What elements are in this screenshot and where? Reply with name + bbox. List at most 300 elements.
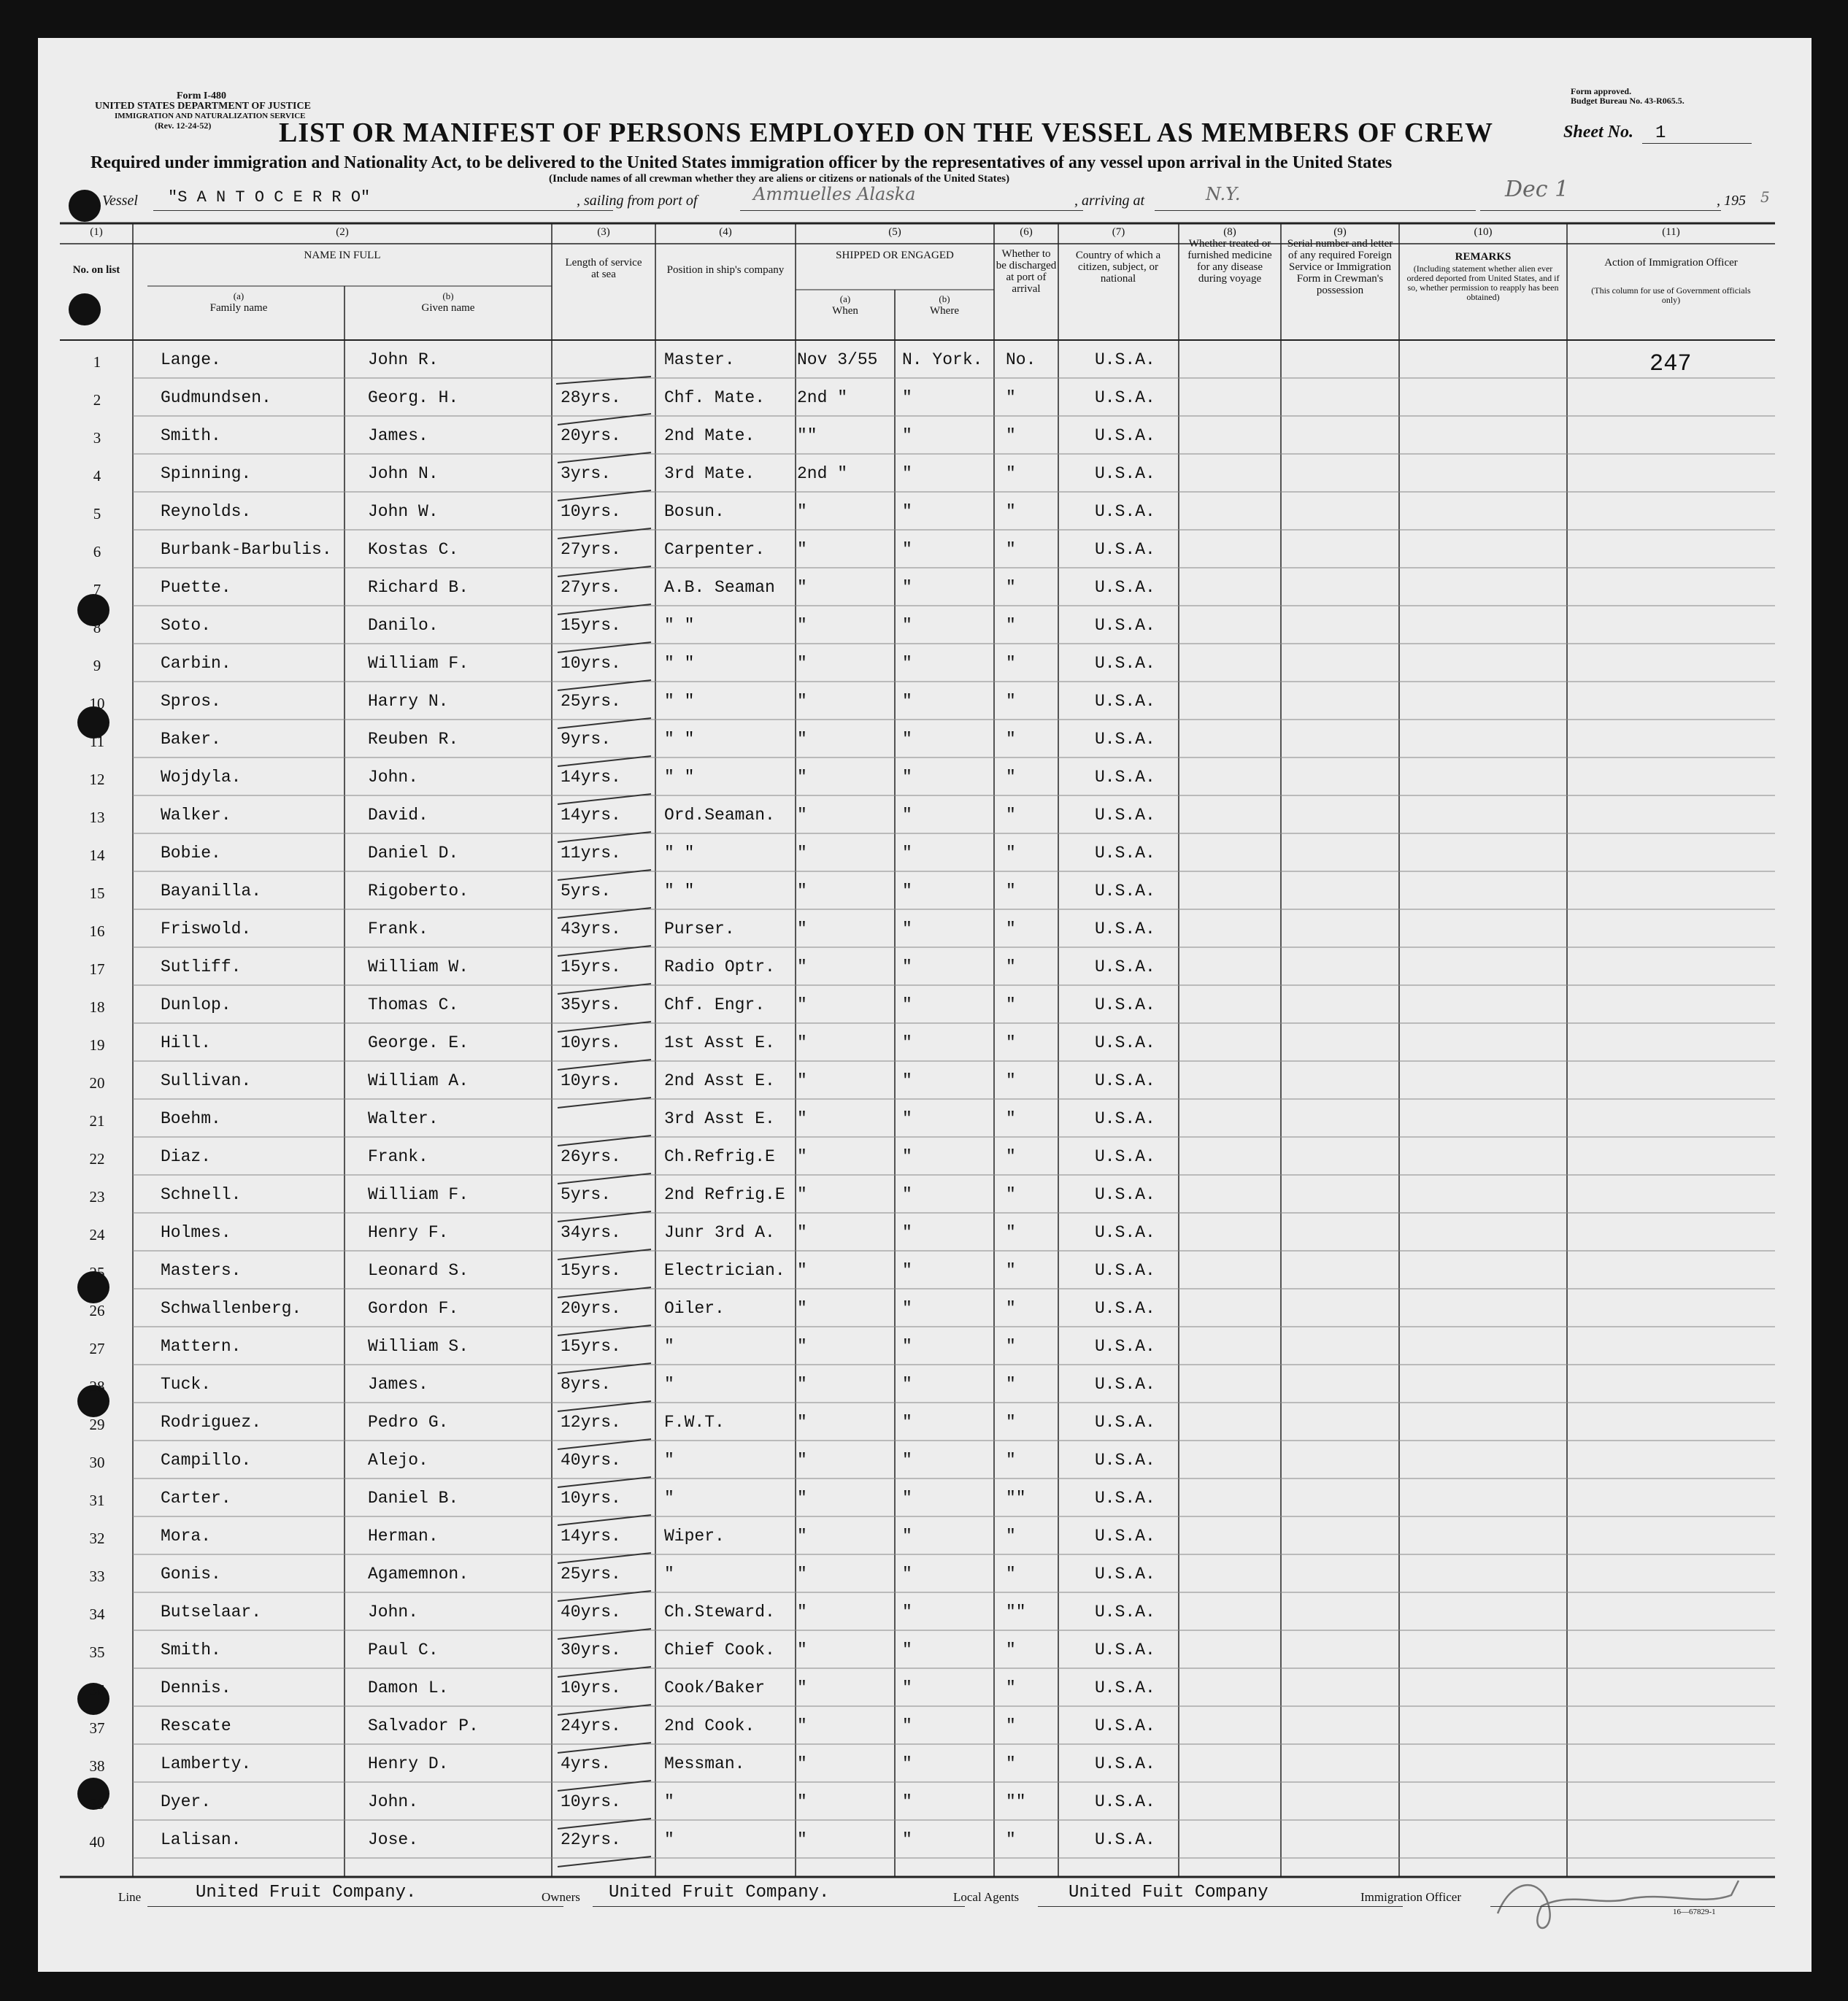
shipped-when-cell: ": [797, 1792, 807, 1811]
col8-header: Whether treated or furnished medicine for any disease during voyage: [1187, 238, 1272, 285]
country-cell: U.S.A.: [1095, 730, 1155, 749]
col8-number: (8): [1223, 226, 1236, 238]
family-name-cell: Dyer.: [161, 1792, 212, 1811]
discharged-cell: ": [1006, 957, 1016, 976]
row-number-cell: 37: [89, 1719, 105, 1737]
row-number-cell: 3: [93, 429, 101, 447]
table-row: [38, 724, 1812, 762]
given-name-cell: Danilo.: [368, 616, 439, 635]
row-number-cell: 33: [89, 1568, 105, 1585]
given-name-cell: Henry D.: [368, 1754, 449, 1773]
given-name-cell: George. E.: [368, 1033, 469, 1052]
service-cell: 10yrs.: [561, 654, 621, 673]
table-row: [38, 572, 1812, 610]
form-code: 16—67829-1: [1673, 1908, 1716, 1916]
shipped-when-cell: ": [797, 502, 807, 521]
position-cell: ": [664, 1565, 674, 1584]
country-cell: U.S.A.: [1095, 1603, 1155, 1622]
shipped-when-cell: 2nd ": [797, 388, 848, 407]
shipped-where-cell: ": [902, 1754, 912, 1773]
shipped-where-cell: ": [902, 1375, 912, 1394]
position-cell: Ch.Steward.: [664, 1603, 775, 1622]
table-row: [38, 1635, 1812, 1673]
vessel-label: Vessel: [102, 193, 138, 209]
discharged-cell: "": [1006, 1603, 1026, 1622]
discharged-cell: ": [1006, 502, 1016, 521]
shipped-when-cell: ": [797, 1071, 807, 1090]
row-number-cell: 12: [89, 771, 105, 788]
service-cell: 10yrs.: [561, 1071, 621, 1090]
shipped-when-cell: ": [797, 1375, 807, 1394]
shipped-when-cell: ": [797, 1109, 807, 1128]
table-row: [38, 952, 1812, 990]
discharged-cell: ": [1006, 844, 1016, 863]
shipped-when-cell: ": [797, 1451, 807, 1470]
shipped-where-cell: ": [902, 1071, 912, 1090]
given-name-cell: David.: [368, 806, 428, 825]
col2b-header: Given name: [421, 302, 475, 314]
table-row: [38, 496, 1812, 534]
table-row: [38, 1673, 1812, 1711]
shipped-where-cell: ": [902, 616, 912, 635]
given-name-cell: John.: [368, 768, 419, 787]
position-cell: ": [664, 1451, 674, 1470]
position-cell: Oiler.: [664, 1299, 725, 1318]
line-value: United Fruit Company.: [196, 1883, 417, 1902]
col9-number: (9): [1333, 226, 1347, 238]
shipped-when-cell: "": [797, 426, 817, 445]
row-number-cell: 26: [89, 1302, 105, 1319]
service-cell: 28yrs.: [561, 388, 621, 407]
position-cell: Chief Cook.: [664, 1640, 775, 1659]
discharged-cell: ": [1006, 1716, 1016, 1735]
table-row: [38, 458, 1812, 496]
agents-label: Local Agents: [953, 1890, 1020, 1904]
discharged-cell: ": [1006, 882, 1016, 901]
shipped-when-cell: ": [797, 1565, 807, 1584]
country-cell: U.S.A.: [1095, 502, 1155, 521]
col1-header: No. on list: [72, 264, 120, 276]
shipped-when-cell: ": [797, 957, 807, 976]
shipped-where-cell: ": [902, 919, 912, 938]
family-name-cell: Spinning.: [161, 464, 252, 483]
country-cell: U.S.A.: [1095, 806, 1155, 825]
family-name-cell: Schnell.: [161, 1185, 242, 1204]
discharged-cell: ": [1006, 768, 1016, 787]
shipped-when-cell: ": [797, 1489, 807, 1508]
position-cell: Purser.: [664, 919, 735, 938]
country-cell: U.S.A.: [1095, 426, 1155, 445]
department: UNITED STATES DEPARTMENT OF JUSTICE: [95, 101, 311, 112]
service-cell: 9yrs.: [561, 730, 612, 749]
family-name-cell: Spros.: [161, 692, 221, 711]
family-name-cell: Sutliff.: [161, 957, 242, 976]
position-cell: Chf. Engr.: [664, 995, 766, 1014]
vessel-name: "S A N T O C E R R O": [168, 188, 371, 207]
row-number-cell: 22: [89, 1150, 105, 1168]
arriving-handwritten: N.Y.: [1206, 184, 1241, 204]
service-cell: 8yrs.: [561, 1375, 612, 1394]
shipped-where-cell: ": [902, 1830, 912, 1849]
col5-number: (5): [888, 226, 901, 238]
service-cell: 30yrs.: [561, 1640, 621, 1659]
country-cell: U.S.A.: [1095, 919, 1155, 938]
table-row: [38, 344, 1812, 382]
officer-mark: 247: [1649, 350, 1692, 377]
given-name-cell: William S.: [368, 1337, 469, 1356]
family-name-cell: Masters.: [161, 1261, 242, 1280]
shipped-where-cell: ": [902, 844, 912, 863]
position-cell: " ": [664, 616, 695, 635]
table-row: [38, 1331, 1812, 1369]
given-name-cell: Kostas C.: [368, 540, 459, 559]
position-cell: Junr 3rd A.: [664, 1223, 775, 1242]
family-name-cell: Lange.: [161, 350, 221, 369]
country-cell: U.S.A.: [1095, 844, 1155, 863]
row-number-cell: 8: [93, 619, 101, 636]
table-row: [38, 1065, 1812, 1103]
position-cell: 2nd Cook.: [664, 1716, 755, 1735]
service-cell: 5yrs.: [561, 882, 612, 901]
country-cell: U.S.A.: [1095, 1033, 1155, 1052]
given-name-cell: John R.: [368, 350, 439, 369]
shipped-where-cell: ": [902, 388, 912, 407]
family-name-cell: Walker.: [161, 806, 231, 825]
family-name-cell: Butselaar.: [161, 1603, 262, 1622]
discharged-cell: ": [1006, 1640, 1016, 1659]
table-row: [38, 610, 1812, 648]
family-name-cell: Sullivan.: [161, 1071, 252, 1090]
shipped-when-cell: ": [797, 1527, 807, 1546]
line-label: Line: [118, 1890, 142, 1904]
discharged-cell: ": [1006, 1527, 1016, 1546]
col5a-header: When: [832, 305, 858, 317]
shipped-where-cell: ": [902, 1489, 912, 1508]
given-name-cell: Alejo.: [368, 1451, 428, 1470]
owners-value: United Fruit Company.: [609, 1883, 830, 1902]
service-cell: 25yrs.: [561, 692, 621, 711]
discharged-cell: ": [1006, 654, 1016, 673]
row-number-cell: 39: [89, 1795, 105, 1813]
family-name-cell: Dunlop.: [161, 995, 231, 1014]
country-cell: U.S.A.: [1095, 1413, 1155, 1432]
shipped-where-cell: ": [902, 1413, 912, 1432]
shipped-when-cell: ": [797, 1223, 807, 1242]
country-cell: U.S.A.: [1095, 1830, 1155, 1849]
row-number-cell: 14: [89, 847, 105, 864]
service-cell: 14yrs.: [561, 806, 621, 825]
shipped-when-cell: ": [797, 730, 807, 749]
table-row: [38, 1217, 1812, 1255]
given-name-cell: Damon L.: [368, 1678, 449, 1697]
include-note: (Include names of all crewman whether they are aliens or citizens or nationals of the United States): [549, 173, 1010, 185]
shipped-where-cell: ": [902, 1527, 912, 1546]
shipped-where-cell: ": [902, 1716, 912, 1735]
service-cell: 40yrs.: [561, 1451, 621, 1470]
given-name-cell: Frank.: [368, 1147, 428, 1166]
shipped-when-cell: ": [797, 1603, 807, 1622]
discharged-cell: ": [1006, 1565, 1016, 1584]
row-number-cell: 9: [93, 657, 101, 674]
service-cell: 10yrs.: [561, 1792, 621, 1811]
shipped-when-cell: ": [797, 1678, 807, 1697]
service-cell: 20yrs.: [561, 426, 621, 445]
given-name-cell: John.: [368, 1603, 419, 1622]
position-cell: Bosun.: [664, 502, 725, 521]
service-cell: 27yrs.: [561, 540, 621, 559]
table-row: [38, 1407, 1812, 1445]
sailing-label: , sailing from port of: [577, 193, 698, 209]
country-cell: U.S.A.: [1095, 1716, 1155, 1735]
given-name-cell: Paul C.: [368, 1640, 439, 1659]
given-name-cell: Thomas C.: [368, 995, 459, 1014]
position-cell: Radio Optr.: [664, 957, 775, 976]
country-cell: U.S.A.: [1095, 692, 1155, 711]
row-number-cell: 1: [93, 353, 101, 371]
country-cell: U.S.A.: [1095, 1527, 1155, 1546]
service-cell: 10yrs.: [561, 1678, 621, 1697]
shipped-when-cell: ": [797, 616, 807, 635]
shipped-where-cell: ": [902, 1451, 912, 1470]
col7-number: (7): [1112, 226, 1125, 238]
country-cell: U.S.A.: [1095, 540, 1155, 559]
service-cell: 3yrs.: [561, 464, 612, 483]
discharged-cell: ": [1006, 1147, 1016, 1166]
family-name-cell: Baker.: [161, 730, 221, 749]
row-number-cell: 20: [89, 1074, 105, 1092]
row-number-cell: 15: [89, 884, 105, 902]
position-cell: ": [664, 1337, 674, 1356]
table-row: [38, 382, 1812, 420]
service-cell: 11yrs.: [561, 844, 621, 863]
row-number-cell: 19: [89, 1036, 105, 1054]
revision: (Rev. 12-24-52): [155, 120, 212, 131]
year-digit: 5: [1760, 188, 1770, 206]
page-title: LIST OR MANIFEST OF PERSONS EMPLOYED ON THE VESSEL AS MEMBERS OF CREW: [279, 117, 1493, 148]
shipped-where-cell: ": [902, 882, 912, 901]
agents-value: United Fuit Company: [1069, 1883, 1268, 1902]
family-name-cell: Rescate: [161, 1716, 231, 1735]
given-name-cell: Daniel D.: [368, 844, 459, 863]
shipped-when-cell: ": [797, 1830, 807, 1849]
col3-number: (3): [597, 226, 610, 238]
discharged-cell: ": [1006, 1185, 1016, 1204]
position-cell: Ord.Seaman.: [664, 806, 775, 825]
service-cell: 12yrs.: [561, 1413, 621, 1432]
country-cell: U.S.A.: [1095, 1754, 1155, 1773]
given-name-cell: Georg. H.: [368, 388, 459, 407]
shipped-where-cell: ": [902, 1261, 912, 1280]
table-row: [38, 1293, 1812, 1331]
table-row: [38, 1255, 1812, 1293]
col1-number: (1): [90, 226, 103, 238]
row-number-cell: 29: [89, 1416, 105, 1433]
col3-header: Length of service at sea: [565, 257, 642, 280]
country-cell: U.S.A.: [1095, 1375, 1155, 1394]
given-name-cell: Herman.: [368, 1527, 439, 1546]
col6-number: (6): [1020, 226, 1033, 238]
sheet-label: Sheet No.: [1563, 123, 1633, 142]
position-cell: Wiper.: [664, 1527, 725, 1546]
shipped-when-cell: ": [797, 578, 807, 597]
shipped-where-cell: ": [902, 1223, 912, 1242]
row-number-cell: 6: [93, 543, 101, 560]
service-cell: 4yrs.: [561, 1754, 612, 1773]
service-cell: 20yrs.: [561, 1299, 621, 1318]
position-cell: Electrician.: [664, 1261, 785, 1280]
form-approved: Form approved.: [1571, 86, 1632, 96]
table-row: [38, 1824, 1812, 1862]
country-cell: U.S.A.: [1095, 1071, 1155, 1090]
country-cell: U.S.A.: [1095, 616, 1155, 635]
discharged-cell: ": [1006, 426, 1016, 445]
row-number-cell: 7: [93, 581, 101, 598]
shipped-where-cell: ": [902, 1792, 912, 1811]
col5b-header: Where: [930, 305, 959, 317]
shipped-where-cell: ": [902, 502, 912, 521]
given-name-cell: Pedro G.: [368, 1413, 449, 1432]
position-cell: ": [664, 1375, 674, 1394]
shipped-when-cell: ": [797, 919, 807, 938]
shipped-when-cell: ": [797, 1754, 807, 1773]
table-row: [38, 762, 1812, 800]
service-cell: 35yrs.: [561, 995, 621, 1014]
shipped-when-cell: ": [797, 1337, 807, 1356]
shipped-where-cell: ": [902, 1678, 912, 1697]
discharged-cell: ": [1006, 1033, 1016, 1052]
position-cell: Carpenter.: [664, 540, 766, 559]
shipped-where-cell: ": [902, 578, 912, 597]
service-cell: 14yrs.: [561, 1527, 621, 1546]
shipped-where-cell: ": [902, 1299, 912, 1318]
col9-header: Serial number and letter of any required Foreign Service or Immigration Form in Crewman's possession: [1287, 238, 1393, 296]
position-cell: 2nd Refrig.E: [664, 1185, 785, 1204]
family-name-cell: Puette.: [161, 578, 231, 597]
discharged-cell: ": [1006, 1337, 1016, 1356]
table-row: [38, 686, 1812, 724]
row-number-cell: 18: [89, 998, 105, 1016]
service-cell: 26yrs.: [561, 1147, 621, 1166]
discharged-cell: ": [1006, 692, 1016, 711]
col6-header: Whether to be discharged at port of arrival: [996, 248, 1057, 295]
row-number-cell: 5: [93, 505, 101, 523]
shipped-when-cell: ": [797, 1147, 807, 1166]
family-name-cell: Gudmundsen.: [161, 388, 272, 407]
family-name-cell: Carbin.: [161, 654, 231, 673]
position-cell: 2nd Mate.: [664, 426, 755, 445]
discharged-cell: "": [1006, 1792, 1026, 1811]
officer-label: Immigration Officer: [1360, 1890, 1462, 1904]
table-row: [38, 648, 1812, 686]
col10-number: (10): [1474, 226, 1493, 238]
shipped-where-cell: ": [902, 1147, 912, 1166]
table-row: [38, 838, 1812, 876]
shipped-where-cell: ": [902, 806, 912, 825]
country-cell: U.S.A.: [1095, 1792, 1155, 1811]
discharged-cell: ": [1006, 1223, 1016, 1242]
shipped-where-cell: ": [902, 1337, 912, 1356]
col11-note: (This column for use of Government officials only): [1591, 285, 1751, 305]
discharged-cell: ": [1006, 540, 1016, 559]
service-cell: 10yrs.: [561, 1489, 621, 1508]
discharged-cell: ": [1006, 730, 1016, 749]
row-number-cell: 21: [89, 1112, 105, 1130]
shipped-when-cell: ": [797, 692, 807, 711]
year-label: , 195: [1717, 193, 1746, 209]
position-cell: " ": [664, 882, 695, 901]
position-cell: Messman.: [664, 1754, 745, 1773]
family-name-cell: Mattern.: [161, 1337, 242, 1356]
shipped-when-cell: ": [797, 882, 807, 901]
discharged-cell: ": [1006, 1451, 1016, 1470]
country-cell: U.S.A.: [1095, 1185, 1155, 1204]
table-row: [38, 800, 1812, 838]
table-row: [38, 420, 1812, 458]
service-cell: 25yrs.: [561, 1565, 621, 1584]
given-name-cell: Frank.: [368, 919, 428, 938]
position-cell: Master.: [664, 350, 735, 369]
col5-header: SHIPPED OR ENGAGED: [836, 250, 954, 261]
given-name-cell: William F.: [368, 1185, 469, 1204]
service-cell: 15yrs.: [561, 957, 621, 976]
row-number-cell: 24: [89, 1226, 105, 1244]
family-name-cell: Dennis.: [161, 1678, 231, 1697]
shipped-when-cell: ": [797, 768, 807, 787]
given-name-cell: Henry F.: [368, 1223, 449, 1242]
shipped-when-cell: ": [797, 1716, 807, 1735]
position-cell: ": [664, 1792, 674, 1811]
position-cell: ": [664, 1830, 674, 1849]
discharged-cell: ": [1006, 919, 1016, 938]
given-name-cell: Daniel B.: [368, 1489, 459, 1508]
family-name-cell: Lalisan.: [161, 1830, 242, 1849]
position-cell: " ": [664, 692, 695, 711]
sheet-value: 1: [1655, 123, 1666, 143]
family-name-cell: Rodriguez.: [161, 1413, 262, 1432]
shipped-when-cell: ": [797, 1413, 807, 1432]
shipped-where-cell: ": [902, 654, 912, 673]
row-number-cell: 27: [89, 1340, 105, 1357]
table-row: [38, 1711, 1812, 1749]
position-cell: 3rd Asst E.: [664, 1109, 775, 1128]
family-name-cell: Soto.: [161, 616, 212, 635]
discharged-cell: ": [1006, 616, 1016, 635]
given-name-cell: Gordon F.: [368, 1299, 459, 1318]
family-name-cell: Burbank-Barbulis.: [161, 540, 332, 559]
family-name-cell: Mora.: [161, 1527, 212, 1546]
given-name-cell: John W.: [368, 502, 439, 521]
discharged-cell: ": [1006, 1109, 1016, 1128]
country-cell: U.S.A.: [1095, 1640, 1155, 1659]
country-cell: U.S.A.: [1095, 1565, 1155, 1584]
country-cell: U.S.A.: [1095, 995, 1155, 1014]
family-name-cell: Holmes.: [161, 1223, 231, 1242]
discharged-cell: ": [1006, 1830, 1016, 1849]
country-cell: U.S.A.: [1095, 1223, 1155, 1242]
shipped-where-cell: ": [902, 957, 912, 976]
discharged-cell: ": [1006, 1299, 1016, 1318]
position-cell: 2nd Asst E.: [664, 1071, 775, 1090]
shipped-where-cell: ": [902, 1640, 912, 1659]
given-name-cell: Leonard S.: [368, 1261, 469, 1280]
position-cell: 3rd Mate.: [664, 464, 755, 483]
row-number-cell: 2: [93, 391, 101, 409]
given-name-cell: William F.: [368, 654, 469, 673]
given-name-cell: William A.: [368, 1071, 469, 1090]
shipped-when-cell: ": [797, 654, 807, 673]
given-name-cell: James.: [368, 1375, 428, 1394]
shipped-where-cell: ": [902, 540, 912, 559]
